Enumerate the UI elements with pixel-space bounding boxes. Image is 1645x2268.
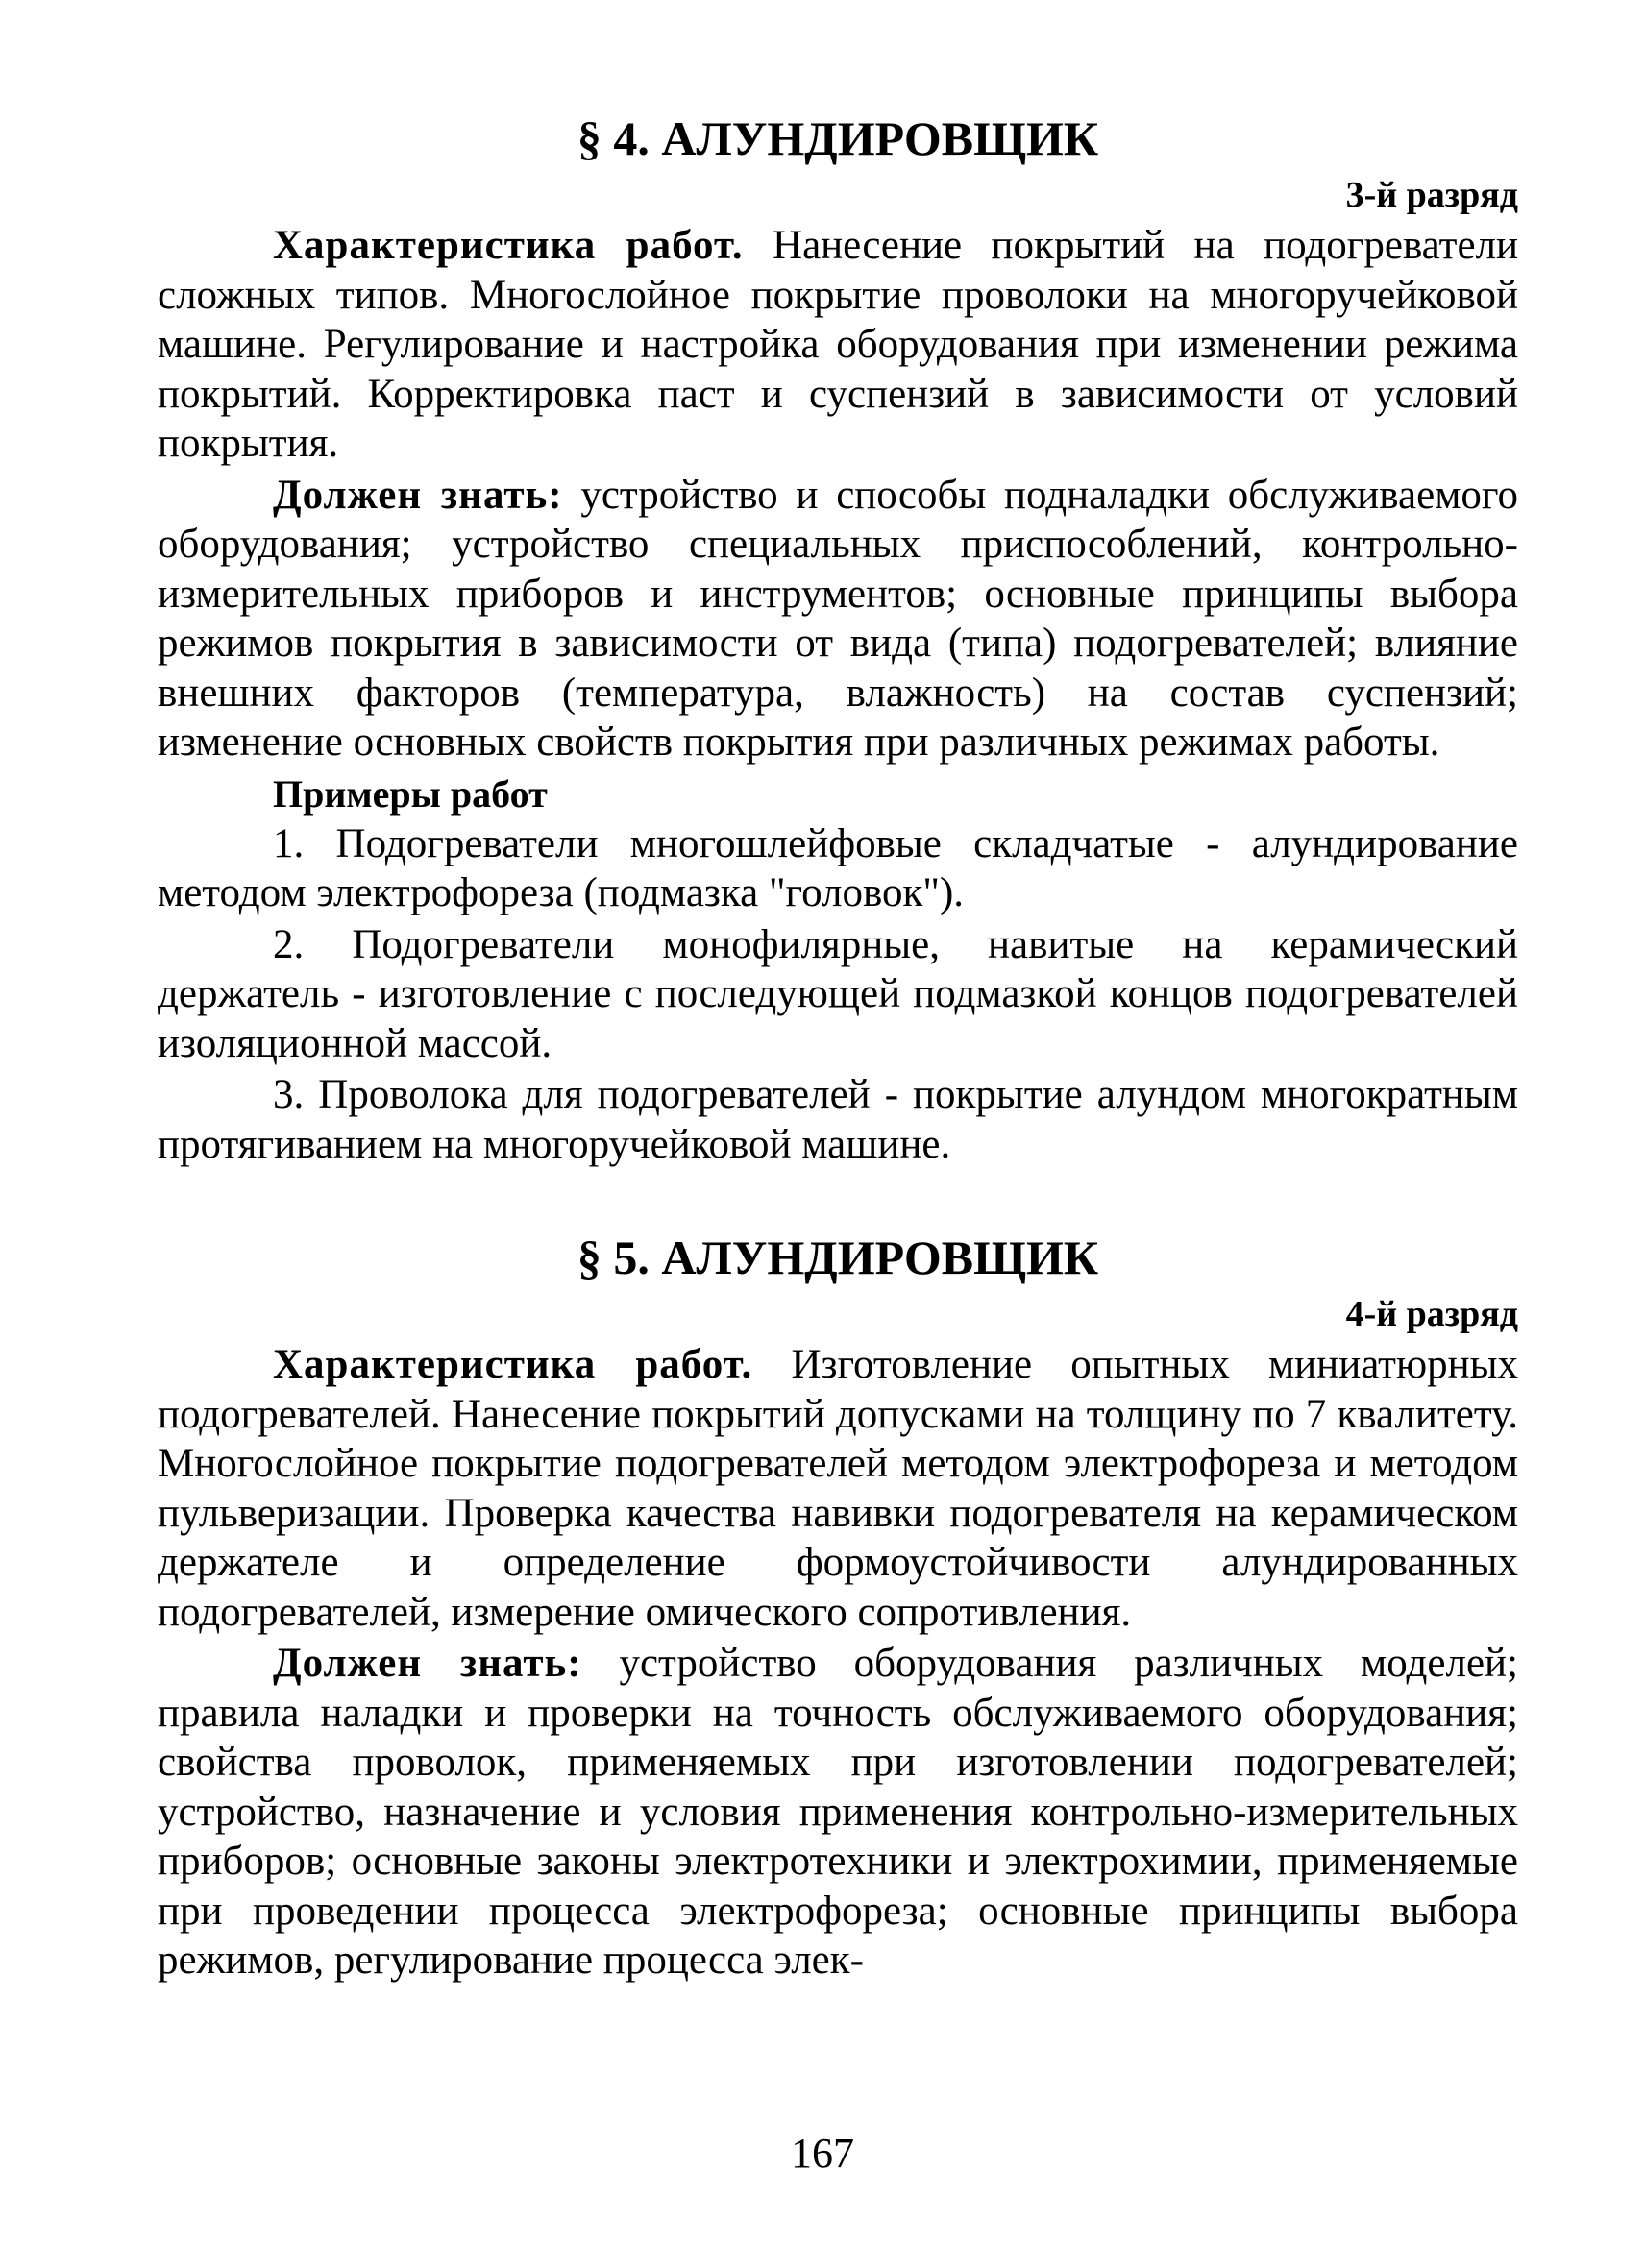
work-characteristics-text: Нанесение покрытий на подогреватели сложных типов. Многослойное покрытие проволоки на многоручейковой машине. Регулирование и настройка оборудования при изменении режима покрытий. Корректировка паст и суспензий в зависимости от условий покрытия. [158,223,1519,466]
must-know-label: Должен знать: [273,472,563,518]
section-4-examples-title: Примеры работ [273,771,548,816]
page-number: 167 [791,2130,854,2177]
work-characteristics-label: Характеристика работ. [273,1342,753,1387]
section-4-work-characteristics [158,221,1518,469]
work-characteristics-label: Характеристика работ. [273,223,744,268]
section-5-work-characteristics [158,1340,1518,1637]
example-item-1: 1. Подогреватели многошлейфовые складчатые - алундирование методом электрофореза (подмазка "головок"). [158,820,1518,915]
section-4-must-know [158,471,1518,768]
must-know-label: Должен знать: [273,1641,582,1686]
must-know-text: устройство оборудования различных моделей; правила наладки и проверки на точность обслуживаемого оборудования; свойства проволок, применяемых при изготовлении подогревателей; устройство, назначение и условия применения контрольно-измерительных приборов; основные законы электротехники и электрохимии, применяемые при проведении процесса электрофореза; основные принципы выбора режимов, регулирование процесса элек- [158,1641,1518,1983]
document-page [158,108,1518,1988]
section-5-grade: 4-й разряд [1345,1294,1518,1334]
section-5-must-know [158,1639,1518,1986]
example-item-3: 3. Проволока для подогревателей - покрытие алундом многократным протягиванием на многоручейковой машине. [158,1072,1518,1167]
section-5-heading: § 5. АЛУНДИРОВЩИК [577,1231,1099,1284]
must-know-text: устройство и способы подналадки обслуживаемого оборудования; устройство специальных приспособлений, контрольно-измерительных приборов и инструментов; основные принципы выбора режимов покрытия в зависимости от вида (типа) подогревателей; влияние внешних факторов (температура, влажность) на состав суспензий; изменение основных свойств покрытия при различных режимах работы. [158,472,1518,765]
example-item-2: 2. Подогреватели монофилярные, навитые на керамический держатель - изготовление с последующей подмазкой концов подогревателей изоляционной массой. [158,921,1518,1066]
section-4-grade: 3-й разряд [1345,175,1518,215]
section-4-heading: § 4. АЛУНДИРОВЩИК [577,111,1099,165]
work-characteristics-text: Изготовление опытных миниатюрных подогревателей. Нанесение покрытий допусками на толщину по 7 квалитету. Многослойное покрытие подогревателей методом электрофореза и методом пульверизации. Проверка качества навивки подогревателя на керамическом держателе и определение формоустойчивости алундированных подогревателей, измерение омического сопротивления. [158,1342,1518,1635]
section-spacer [158,1171,1518,1227]
